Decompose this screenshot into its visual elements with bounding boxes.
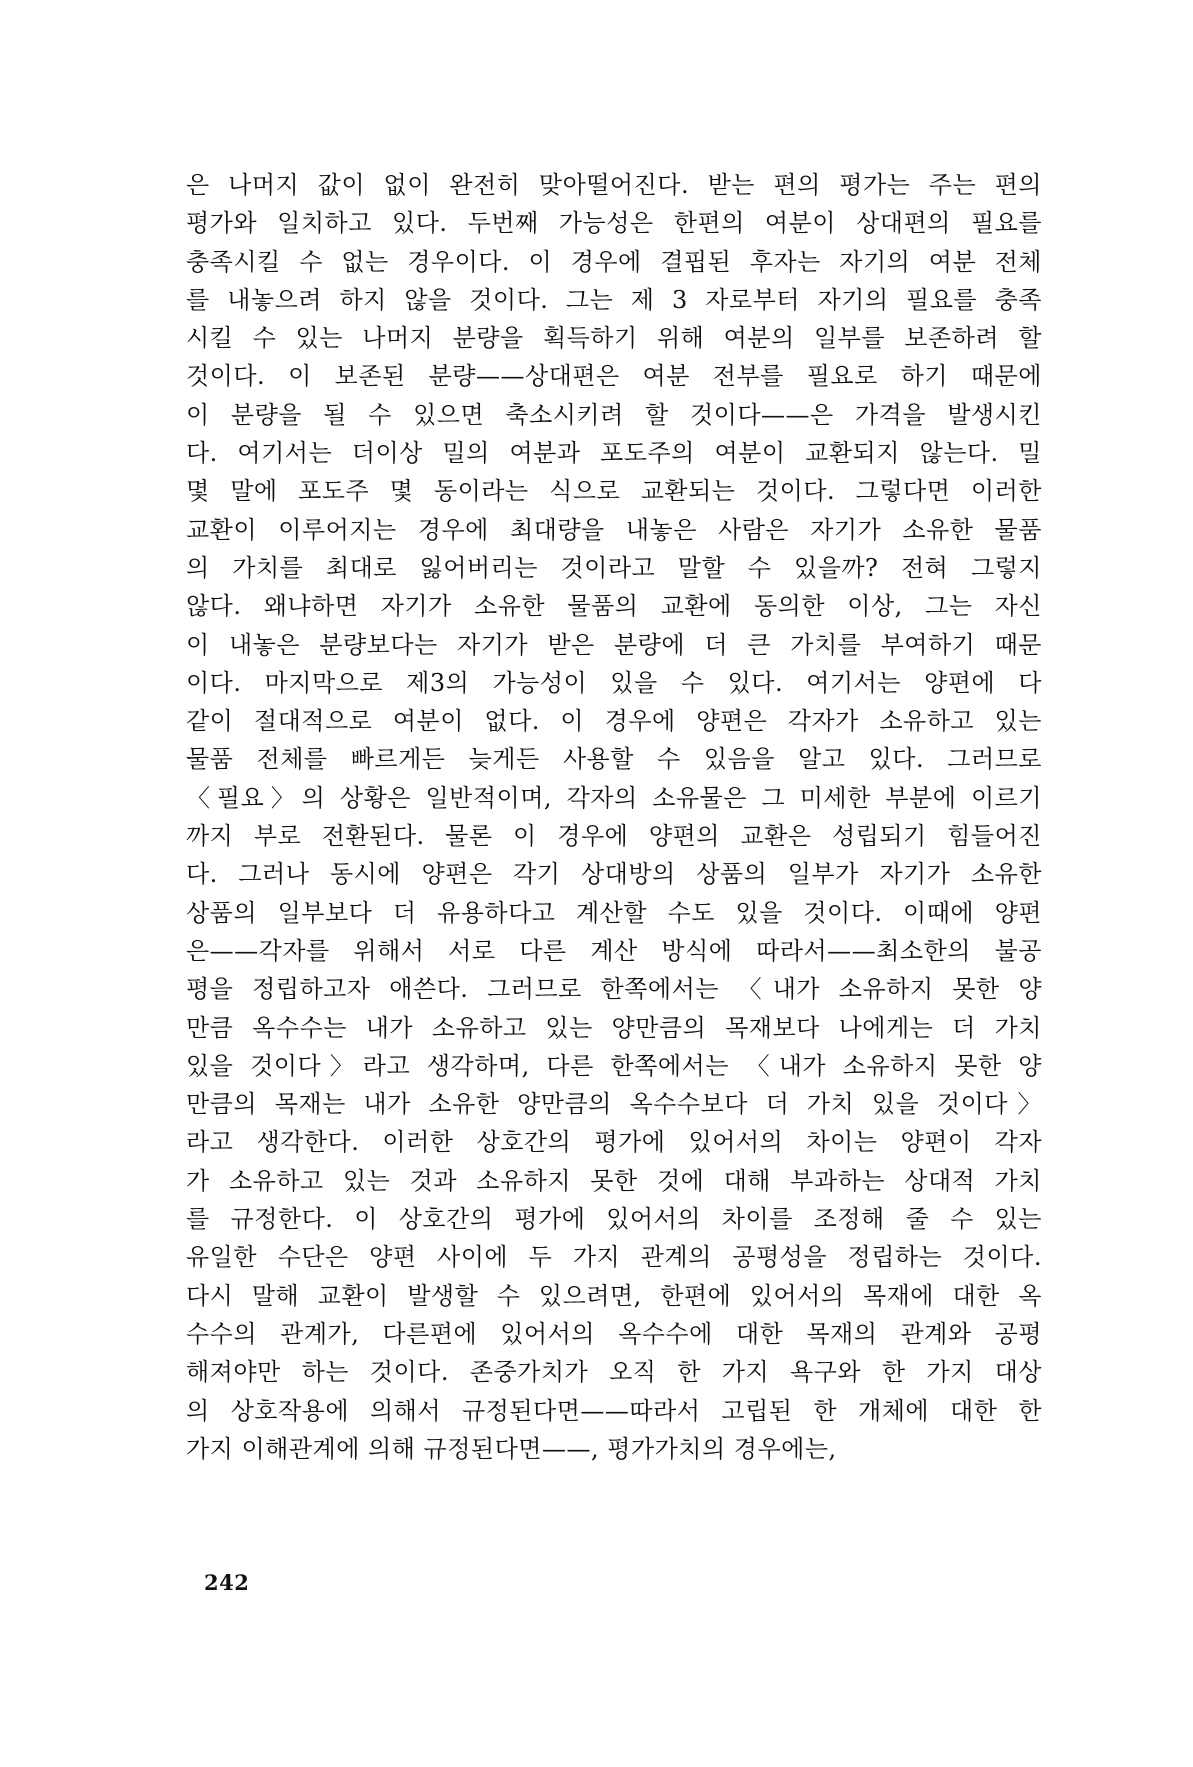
text-line: 교환이 이루어지는 경우에 최대량을 내놓은 사람은 자기가 소유한 물품 — [186, 515, 1042, 544]
text-line: 같이 절대적으로 여분이 없다. 이 경우에 양편은 각자가 소유하고 있는 — [186, 707, 1042, 736]
text-line: 〈필요〉의 상황은 일반적이며, 각자의 소유물은 그 미세한 부분에 이르기 — [186, 783, 1042, 812]
page-number: 242 — [204, 1570, 250, 1595]
text-line: 만큼의 목재는 내가 소유한 양만큼의 옥수수보다 더 가치 있을 것이다〉 — [186, 1090, 1042, 1119]
text-line: 있을 것이다〉라고 생각하며, 다른 한쪽에서는 〈내가 소유하지 못한 양 — [186, 1051, 1042, 1080]
text-line: 은 나머지 값이 없이 완전히 맞아떨어진다. 받는 편의 평가는 주는 편의 — [186, 171, 1042, 199]
text-line: 라고 생각한다. 이러한 상호간의 평가에 있어서의 차이는 양편이 각자 — [186, 1128, 1042, 1157]
text-line: 의 가치를 최대로 잃어버리는 것이라고 말할 수 있을까? 전혀 그렇지 — [186, 553, 1042, 582]
text-line: 상품의 일부보다 더 유용하다고 계산할 수도 있을 것이다. 이때에 양편 — [186, 898, 1042, 927]
text-line: 다시 말해 교환이 발생할 수 있으려면, 한편에 있어서의 목재에 대한 옥 — [186, 1281, 1042, 1310]
text-line: 이다. 마지막으로 제3의 가능성이 있을 수 있다. 여기서는 양편에 다 — [186, 668, 1042, 697]
text-line: 유일한 수단은 양편 사이에 두 가지 관계의 공평성을 정립하는 것이다. — [186, 1243, 1042, 1272]
text-line: 것이다. 이 보존된 분량——상대편은 여분 전부를 필요로 하기 때문에 — [186, 362, 1042, 391]
text-line: 만큼 옥수수는 내가 소유하고 있는 양만큼의 목재보다 나에게는 더 가치 — [186, 1013, 1042, 1042]
text-line: 평가와 일치하고 있다. 두번째 가능성은 한편의 여분이 상대편의 필요를 — [186, 209, 1042, 238]
text-line: 다. 여기서는 더이상 밀의 여분과 포도주의 여분이 교환되지 않는다. 밀 — [186, 439, 1042, 468]
text-line: 의 상호작용에 의해서 규정된다면——따라서 고립된 한 개체에 대한 한 — [186, 1396, 1042, 1425]
text-line: 않다. 왜냐하면 자기가 소유한 물품의 교환에 동의한 이상, 그는 자신 — [186, 592, 1042, 621]
text-line: 은——각자를 위해서 서로 다른 계산 방식에 따라서——최소한의 불공 — [186, 936, 1042, 965]
text-line: 까지 부로 전환된다. 물론 이 경우에 양편의 교환은 성립되기 힘들어진 — [186, 822, 1042, 851]
text-line: 수수의 관계가, 다른편에 있어서의 옥수수에 대한 목재의 관계와 공평 — [186, 1319, 1042, 1348]
text-line: 다. 그러나 동시에 양편은 각기 상대방의 상품의 일부가 자기가 소유한 — [186, 860, 1042, 889]
text-line: 를 내놓으려 하지 않을 것이다. 그는 제 3 자로부터 자기의 필요를 충족 — [186, 285, 1042, 314]
text-line: 몇 말에 포도주 몇 동이라는 식으로 교환되는 것이다. 그렇다면 이러한 — [186, 477, 1042, 506]
text-line: 충족시킬 수 없는 경우이다. 이 경우에 결핍된 후자는 자기의 여분 전체 — [186, 247, 1042, 276]
text-line: 가 소유하고 있는 것과 소유하지 못한 것에 대해 부과하는 상대적 가치 — [186, 1166, 1042, 1195]
text-line: 해져야만 하는 것이다. 존중가치가 오직 한 가지 욕구와 한 가지 대상 — [186, 1358, 1042, 1387]
text-line: 이 내놓은 분량보다는 자기가 받은 분량에 더 큰 가치를 부여하기 때문 — [186, 630, 1042, 659]
text-line: 이 분량을 될 수 있으면 축소시키려 할 것이다——은 가격을 발생시킨 — [186, 400, 1042, 429]
text-line: 시킬 수 있는 나머지 분량을 획득하기 위해 여분의 일부를 보존하려 할 — [186, 324, 1042, 353]
body-text — [186, 166, 1042, 1468]
text-line: 평을 정립하고자 애쓴다. 그러므로 한쪽에서는 〈내가 소유하지 못한 양 — [186, 975, 1042, 1004]
text-line: 가지 이해관계에 의해 규정된다면——, 평가가치의 경우에는, — [186, 1434, 837, 1463]
text-line: 를 규정한다. 이 상호간의 평가에 있어서의 차이를 조정해 줄 수 있는 — [186, 1205, 1042, 1234]
text-line: 물품 전체를 빠르게든 늦게든 사용할 수 있음을 알고 있다. 그러므로 — [186, 745, 1042, 774]
